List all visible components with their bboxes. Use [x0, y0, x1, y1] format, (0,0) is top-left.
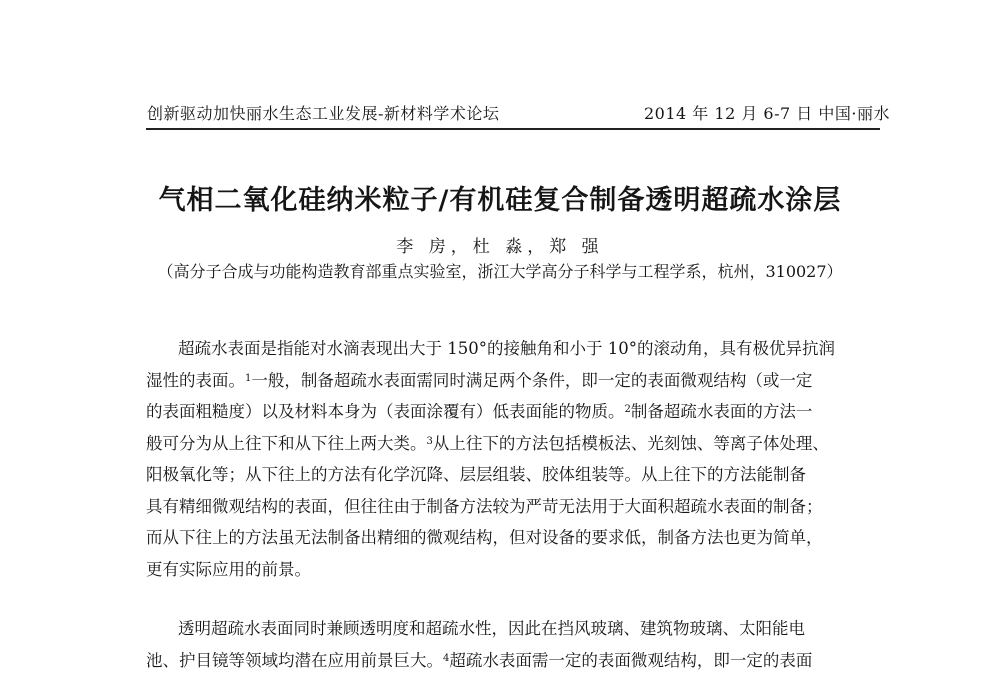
text-line	[146, 428, 880, 460]
text-line: 更有实际应用的前景。	[146, 559, 311, 579]
citation-ref: 4	[443, 652, 450, 664]
text-run: 超疏水表面需一定的表面微观结构，即一定的表面	[449, 650, 813, 670]
header-rule	[146, 128, 880, 130]
text-run: 一般，制备超疏水表面需同时满足两个条件，即一定的表面微观结构（或一定	[251, 370, 813, 390]
text-line	[146, 645, 880, 677]
text-run: 制备超疏水表面的方法一	[630, 402, 813, 421]
running-header-left: 创新驱动加快丽水生态工业发展-新材料学术论坛	[147, 104, 500, 123]
text-run: 湿性的表面。	[146, 370, 245, 390]
author-list: 李 房，杜 淼，郑 强	[396, 237, 604, 257]
body-paragraph-1	[146, 333, 880, 585]
citation-ref: 1	[245, 372, 252, 384]
paper-title: 气相二氧化硅纳米粒子/有机硅复合制备透明超疏水涂层	[158, 185, 842, 216]
text-line: 具有精细微观结构的表面，但往往由于制备方法较为严苛无法用于大面积超疏水表面的制备；	[146, 496, 823, 516]
text-line: 透明超疏水表面同时兼顾透明度和超疏水性，因此在挡风玻璃、建筑物玻璃、太阳能电	[178, 619, 805, 638]
text-run: 从上往下的方法包括模板法、光刻蚀、等离子体处理、	[432, 433, 829, 453]
text-line: 而从下往上的方法虽无法制备出精细的微观结构，但对设备的要求低，制备方法也更为简单，	[146, 528, 823, 547]
text-line	[146, 396, 880, 428]
citation-ref: 2	[624, 404, 631, 415]
body-paragraph-2	[146, 613, 880, 676]
text-run: 般可分为从上往下和从下往上两大类。	[146, 433, 427, 453]
citation-ref: 3	[426, 435, 433, 447]
text-run: 池、护目镜等领域均潜在应用前景巨大。	[146, 650, 443, 670]
text-line: 超疏水表面是指能对水滴表现出大于 150°的接触角和小于 10°的滚动角，具有极优异抗润	[178, 339, 835, 358]
running-header-right: 2014 年 12 月 6-7 日 中国·丽水	[644, 104, 890, 123]
text-line: 阳极氧化等；从下往上的方法有化学沉降、层层组装、胶体组装等。从上往下的方法能制备	[146, 465, 806, 484]
affiliation: （高分子合成与功能构造教育部重点实验室，浙江大学高分子科学与工程学系，杭州，310027）	[157, 262, 843, 281]
text-run: 的表面粗糙度）以及材料本身为（表面涂覆有）低表面能的物质。	[146, 402, 625, 421]
text-line	[146, 365, 880, 397]
